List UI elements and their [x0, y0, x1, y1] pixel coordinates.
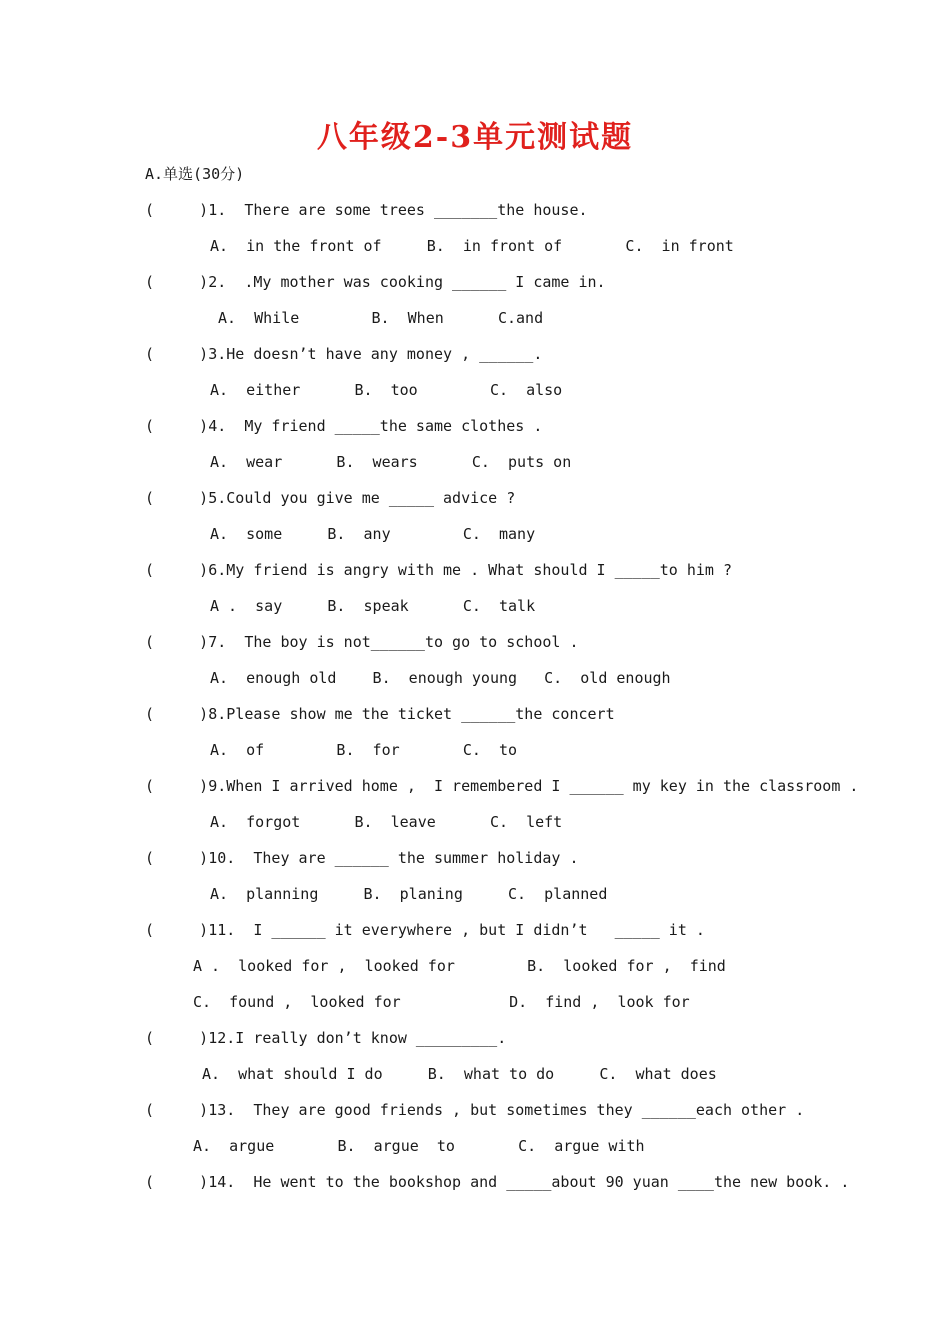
question-7: ( )7. The boy is not______to go to school .	[145, 633, 579, 651]
question-5: ( )5.Could you give me _____ advice ?	[145, 489, 516, 507]
question-3-options: A. either B. too C. also	[210, 381, 563, 399]
question-9-options: A. forgot B. leave C. left	[210, 813, 563, 831]
question-2: ( )2. .My mother was cooking ______ I came in.	[145, 273, 606, 291]
question-13-options: A. argue B. argue to C. argue with	[193, 1137, 645, 1155]
question-7-options: A. enough old B. enough young C. old enough	[210, 669, 671, 687]
question-14: ( )14. He went to the bookshop and _____about 90 yuan ____the new book. .	[145, 1173, 850, 1191]
question-5-options: A. some B. any C. many	[210, 525, 536, 543]
question-12-options: A. what should I do B. what to do C. what does	[202, 1065, 717, 1083]
question-8-options: A. of B. for C. to	[210, 741, 518, 759]
question-12: ( )12.I really don’t know _________.	[145, 1029, 507, 1047]
question-1: ( )1. There are some trees _______the house.	[145, 201, 588, 219]
question-11: ( )11. I ______ it everywhere , but I didn’t _____ it .	[145, 921, 705, 939]
question-6-options: A . say B. speak C. talk	[210, 597, 536, 615]
question-6: ( )6.My friend is angry with me . What should I _____to him ?	[145, 561, 732, 579]
page-title: 八年级2-3单元测试题	[316, 120, 634, 155]
question-10-options: A. planning B. planing C. planned	[210, 885, 608, 903]
question-11-options-row-2: C. found , looked for D. find , look for	[193, 993, 690, 1011]
question-10: ( )10. They are ______ the summer holiday .	[145, 849, 579, 867]
question-2-options: A. While B. When C.and	[218, 309, 544, 327]
question-4-options: A. wear B. wears C. puts on	[210, 453, 572, 471]
question-1-options: A. in the front of B. in front of C. in front	[210, 237, 734, 255]
section-heading: A.单选(30分)	[145, 165, 245, 183]
question-3: ( )3.He doesn’t have any money , ______.	[145, 345, 543, 363]
question-4: ( )4. My friend _____the same clothes .	[145, 417, 543, 435]
question-13: ( )13. They are good friends , but sometimes they ______each other .	[145, 1101, 805, 1119]
question-9: ( )9.When I arrived home , I remembered I ______ my key in the classroom .	[145, 777, 859, 795]
question-11-options-row-1: A . looked for , looked for B. looked for , find	[193, 957, 726, 975]
question-8: ( )8.Please show me the ticket ______the concert	[145, 705, 615, 723]
